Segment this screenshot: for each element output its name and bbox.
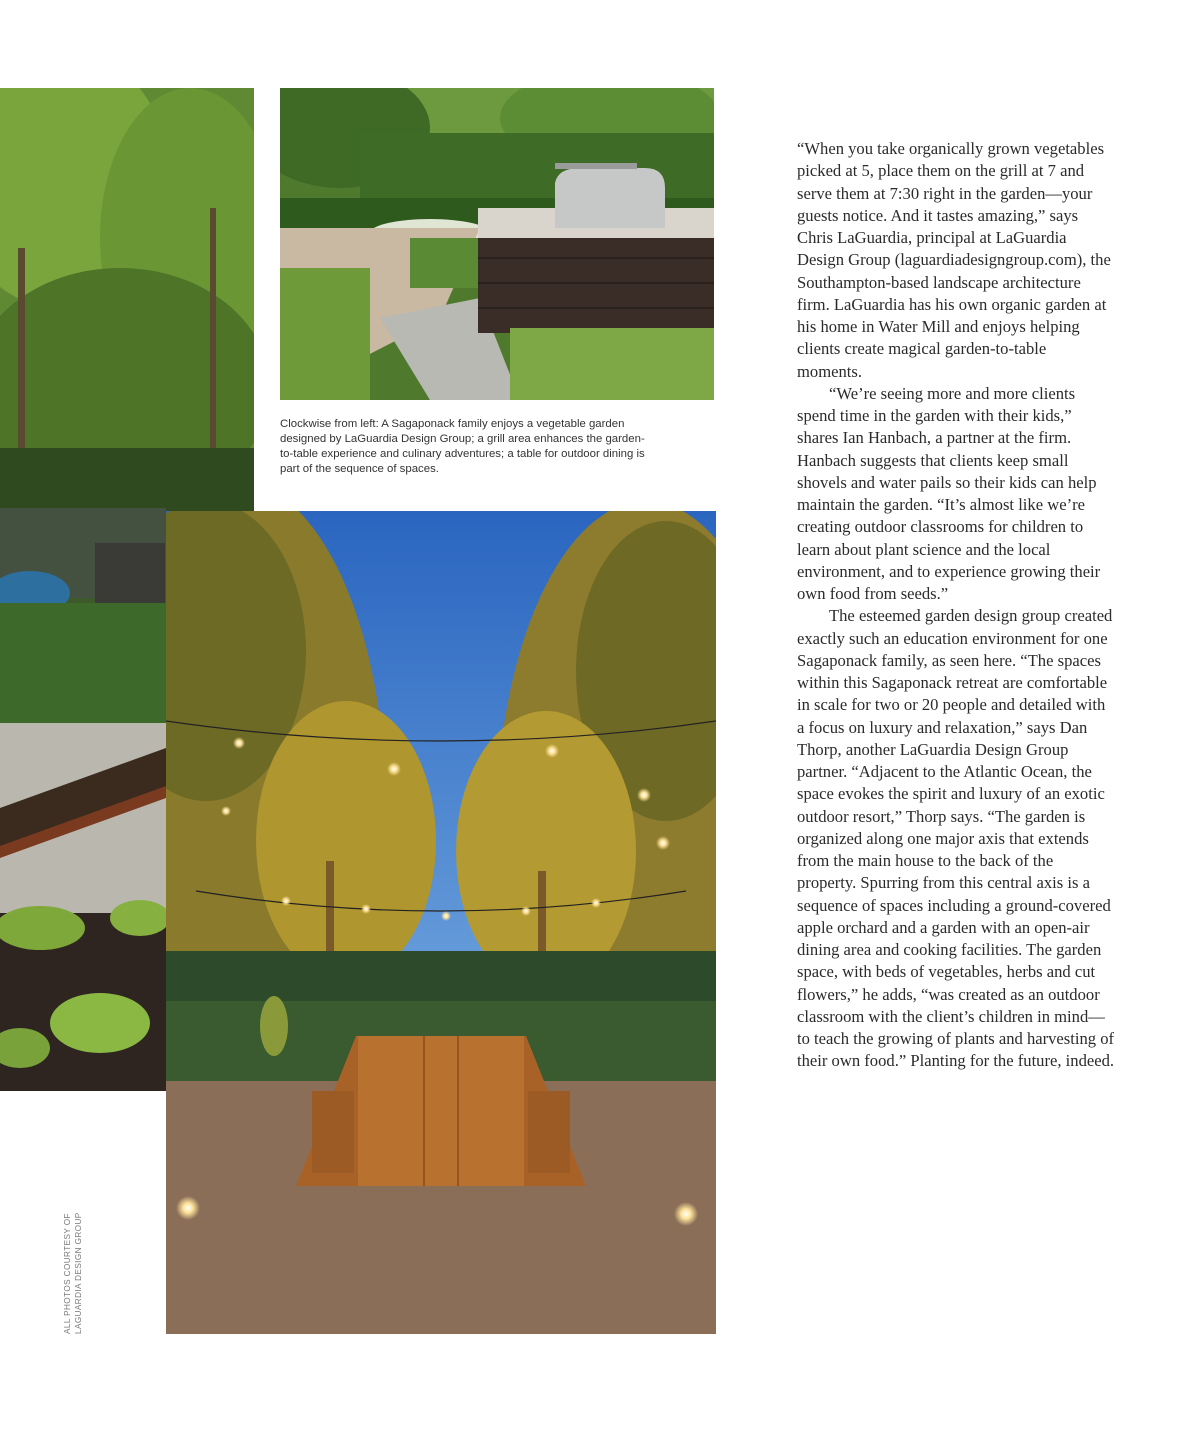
grill-area-photo — [280, 88, 714, 400]
photo-credit-line-1: ALL PHOTOS COURTESY OF — [63, 1213, 72, 1334]
article-paragraph-2: “We’re seeing more and more clients spend time in the garden with their kids,” shares Ian Hanbach, a partner at the firm. Hanbach suggests that clients keep small shovels and water pails so their kids can help maintain the garden. “It’s almost like we’re creating outdoor classrooms for children to learn about plant science and the local environment, and to experience growing their own food from seeds.” — [797, 383, 1101, 603]
outdoor-dining-table-photo — [166, 511, 716, 1334]
article-paragraph-1: “When you take organically grown vegetables picked at 5, place them on the grill at 7 and serve them at 7:30 right in the garden—your guests notice. And it tastes amazing,” says Chris LaGuardia, principal at LaGuardia Design Group (laguardiadesigngroup.com), the Southampton-based landscape architecture firm. LaGuardia has his own organic garden at his home in Water Mill and enjoys helping clients create magical garden-to-table moments. — [797, 139, 1111, 381]
photo-caption: Clockwise from left: A Sagaponack family enjoys a vegetable garden designed by LaGuardia Design Group; a grill area enhances the garden-to-table experience and culinary adventures; a table for outdoor dining is part of the sequence of spaces. — [280, 418, 645, 475]
photo-credit — [62, 1194, 84, 1334]
article-body — [797, 138, 1115, 1073]
photo-credit-line-2: LAGUARDIA DESIGN GROUP — [74, 1212, 83, 1334]
article-paragraph-3: The esteemed garden design group created exactly such an education environment for one Sagaponack family, as seen here. “The spaces within this Sagaponack retreat are comfortable in scale for two or 20 people and detailed with a focus on luxury and relaxation,” says Dan Thorp, another LaGuardia Design Group partner. “Adjacent to the Atlantic Ocean, the space evokes the spirit and luxury of an exotic outdoor resort,” Thorp says. “The garden is organized along one major axis that extends from the main house to the back of the property. Spurring from this central axis is a sequence of spaces including a ground-covered apple orchard and a garden with an open-air dining area and cooking facilities. The garden space, with beds of vegetables, herbs and cut flowers,” he adds, “was created as an outdoor classroom with the client’s children in mind—to teach the growing of plants and harvesting of their own food.” Planting for the future, indeed. — [797, 606, 1115, 1071]
